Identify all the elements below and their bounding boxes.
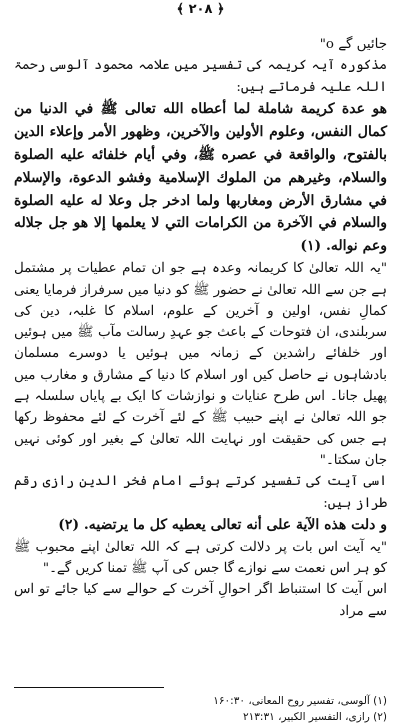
razi-arabic-quote: و دلت هذه الآية على أنه تعالى يعطيه كل ما يرتضيه. (۲) xyxy=(58,516,387,533)
alusi-intro: مذکورہ آیہ کریمہ کی تفسیر میں علامہ محمود آلوسی رحمۃ اللہ علیہ فرماتے ہیں: xyxy=(14,58,387,95)
quote-ending: جائیں گے o" xyxy=(319,37,387,52)
razi-intro: اسی آیت کی تفسیر کرتے ہوئے امام فخر الدین رازی رقم طراز ہیں: xyxy=(14,474,387,511)
razi-urdu-translation: "یہ آیت اس بات پر دلالت کرتی ہے کہ اللہ تعالیٰ اپنے محبوب ﷺ کو ہر اس نعمت سے نوازے گا جس کی آپ ﷺ تمنا کریں گے۔" xyxy=(14,539,387,576)
page-body xyxy=(14,34,387,622)
footnote-separator xyxy=(14,687,164,688)
page-number: ﴿ ۲۰۸ ﴾ xyxy=(176,2,225,17)
footnote-1: (۱) آلوسی، تفسیر روح المعانی، ۱۶۰:۳۰ xyxy=(213,695,387,707)
footnotes xyxy=(14,693,387,725)
continuation-line: اس آیت کا استنباط اگر احوالِ آخرت کے حوالے سے کیا جائے تو اس سے مراد xyxy=(14,582,387,619)
alusi-urdu-translation: "یہ اللہ تعالیٰ کا کریمانہ وعدہ ہے جو ان تمام عطیات پر مشتمل ہے جن سے اللہ تعالیٰ نے حضور ﷺ کو دنیا میں سرفراز فرمایا یعنی کمالِ نفس، اولین و آخرین کے علوم، اسلام کا غلبہ، دین کی سربلندی، ان فتوحات کے باعث جو عہدِ رسالت مآب ﷺ میں ہوئیں اور خلفائے راشدین کے زمانہ میں ہوئیں یا دوسرے مسلمان بادشاہوں نے حاصل کیں اور اسلام کا دنیا کے مشارق و مغارب میں پھیل جانا۔ اس طرح عنایات و نوازشات کا ایک بے پایاں سلسلہ ہے جو اللہ تعالیٰ نے اپنے حبیب ﷺ کے لئے آخرت کے لئے محفوظ رکھا ہے جس کی حقیقت اور نہایت اللہ تعالیٰ کے بغیر اور کوئی نہیں جان سکتا۔" xyxy=(14,261,387,468)
alusi-arabic-quote: هو عدة كريمة شاملة لما أعطاه الله تعالى ﷺ في الدنيا من كمال النفس، وعلوم الأولين والآخرين، وظهور الأمر وإعلاء الدين بالفتوح، والواقعة في عصره ﷺ، وفي أيام خلفائه عليه الصلوة والسلام، وغيرهم من الملوك الإسلامية وفشو الدعوة، والإسلام في مشارق الأرض ومغاربها ولما ادخر جل وعلا له عليه الصلوة والسلام في الآخرة من الكرامات التي لا يعلمها إلا هو جل جلاله وعم نواله. (۱) xyxy=(14,100,387,255)
footnote-2: (۲) رازی، التفسیر الکبیر، ۲۱۳:۳۱ xyxy=(243,711,387,723)
